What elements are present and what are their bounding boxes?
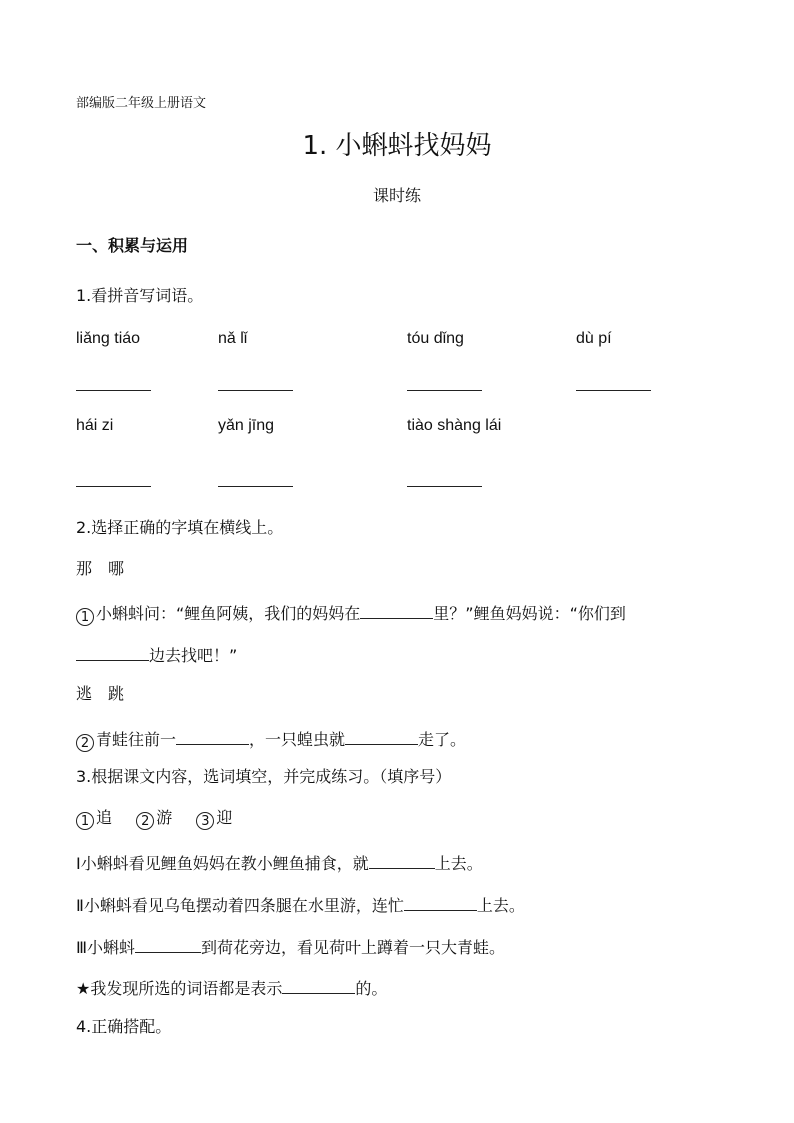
line-text: Ⅰ小蝌蚪看见鲤鱼妈妈在教小鲤鱼捕食，就 <box>76 854 369 873</box>
answer-blank[interactable] <box>76 486 151 487</box>
char-choices: 逃 跳 <box>76 684 125 703</box>
option-word: 游 <box>156 808 173 827</box>
page-subtitle: 课时练 <box>372 186 421 205</box>
question-1-prompt: 1.看拼音写词语。 <box>76 286 204 305</box>
question-3-line-3 <box>76 936 505 956</box>
pinyin-item: liǎng tiáo <box>76 330 141 347</box>
question-3-line-1 <box>76 852 483 872</box>
page-title: 1. 小蝌蚪找妈妈 <box>302 131 492 161</box>
word-options <box>76 810 232 830</box>
circled-number-2: 2 <box>136 812 154 830</box>
line-text: Ⅱ小蝌蚪看见乌龟摆动着四条腿在水里游，连忙 <box>76 896 404 915</box>
item-text: 走了。 <box>418 730 467 749</box>
question-2-prompt: 2.选择正确的字填在横线上。 <box>76 518 284 537</box>
answer-blank[interactable] <box>135 936 201 953</box>
circled-number-1: 1 <box>76 812 94 830</box>
pinyin-item: dù pí <box>576 330 612 347</box>
item-text: ，一只蝗虫就 <box>249 730 346 749</box>
pinyin-item: tóu dǐng <box>407 330 464 347</box>
question-3-finding <box>76 977 387 997</box>
answer-blank[interactable] <box>218 486 293 487</box>
line-text: 上去。 <box>476 896 525 915</box>
answer-blank[interactable] <box>576 390 651 391</box>
answer-blank[interactable] <box>404 894 477 911</box>
header-note: 部编版二年级上册语文 <box>76 96 207 111</box>
item-text: 青蛙往前一 <box>96 730 177 749</box>
question-3-prompt: 3.根据课文内容，选词填空，并完成练习。（填序号） <box>76 767 452 786</box>
answer-blank[interactable] <box>407 390 482 391</box>
circled-number-3: 3 <box>196 812 214 830</box>
answer-blank[interactable] <box>176 728 249 745</box>
option-word: 追 <box>96 808 113 827</box>
option-word: 迎 <box>216 808 233 827</box>
line-text: 到荷花旁边，看见荷叶上蹲着一只大青蛙。 <box>201 938 506 957</box>
item-text: 小蝌蚪问：“鲤鱼阿姨，我们的妈妈在 <box>96 604 361 623</box>
answer-blank[interactable] <box>76 644 149 661</box>
char-choices: 那 哪 <box>76 559 125 578</box>
question-2-item-2 <box>76 728 466 752</box>
section-heading: 一、积累与运用 <box>76 236 189 255</box>
answer-blank[interactable] <box>407 486 482 487</box>
item-text: 里？”鲤鱼妈妈说：“你们到 <box>433 604 626 623</box>
pinyin-item: nǎ lǐ <box>218 330 248 347</box>
circled-number-1: 1 <box>76 608 94 626</box>
answer-blank[interactable] <box>345 728 418 745</box>
question-3-line-2 <box>76 894 525 914</box>
circled-number-2: 2 <box>76 734 94 752</box>
line-text: ★我发现所选的词语都是表示 <box>76 979 283 998</box>
answer-blank[interactable] <box>218 390 293 391</box>
item-text: 边去找吧！” <box>149 646 238 665</box>
pinyin-item: yǎn jīng <box>218 417 275 434</box>
line-text: 的。 <box>355 979 388 998</box>
line-text: Ⅲ小蝌蚪 <box>76 938 136 957</box>
answer-blank[interactable] <box>282 977 355 994</box>
pinyin-item: tiào shàng lái <box>407 417 502 434</box>
line-text: 上去。 <box>434 854 483 873</box>
answer-blank[interactable] <box>369 852 435 869</box>
question-2-item-1 <box>76 602 626 626</box>
pinyin-item: hái zi <box>76 417 114 434</box>
question-4-prompt: 4.正确搭配。 <box>76 1017 172 1036</box>
answer-blank[interactable] <box>76 390 151 391</box>
question-2-item-1-cont <box>76 644 237 664</box>
answer-blank[interactable] <box>360 602 433 619</box>
